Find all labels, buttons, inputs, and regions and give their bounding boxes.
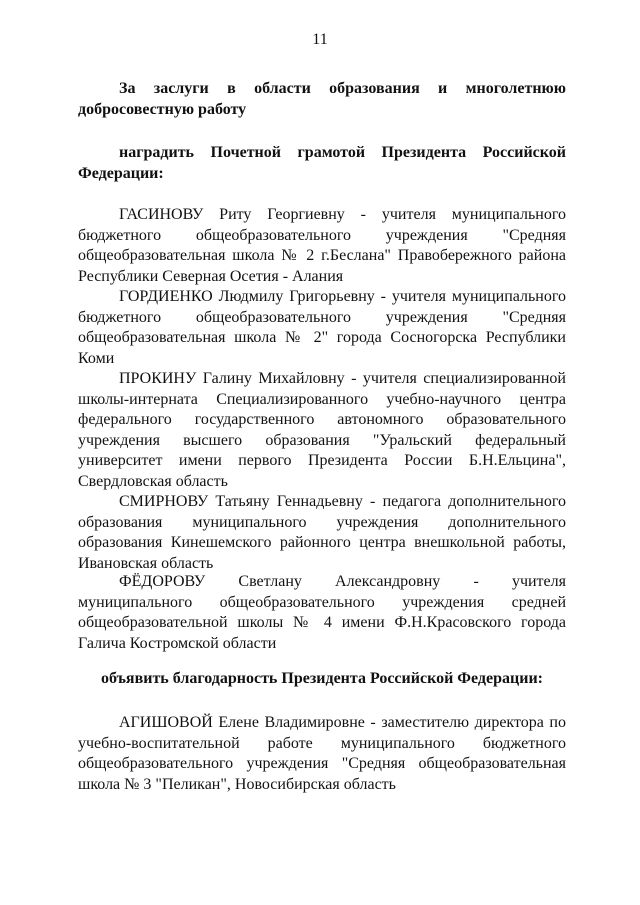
awardee-paragraph: ФЁДОРОВУ Светлану Александровну - учителя муниципального общеобразовательного учреждения средней общеобразовательной школы № 4 имени Ф.Н.Красовского города Галича Костромской области (78, 573, 566, 652)
awardee-paragraph: СМИРНОВУ Татьяну Геннадьевну - педагога дополнительного образования муниципального учреждения дополнительного образования Кинешемского районного центра внешкольной работы, Ивановская область (78, 493, 566, 572)
page-number: 11 (312, 31, 328, 48)
awardee-paragraph: ГАСИНОВУ Риту Георгиевну - учителя муниципального бюджетного общеобразовательного учреждения "Средняя общеобразовательная школа № 2 г.Беслана" Правобережного района Республики Северная Осетия - Алания (78, 206, 566, 285)
merit-heading: За заслуги в области образования и многолетнюю добросовестную работу (78, 80, 566, 118)
gratitude-paragraph: АГИШОВОЙ Елене Владимировне - заместителю директора по учебно-воспитательной работе муниципального бюджетного общеобразовательного учреждения "Средняя общеобразовательная школа № 3 "Пеликан", Новосибирская область (78, 714, 566, 793)
awardee-paragraph: ПРОКИНУ Галину Михайловну - учителя специализированной школы-интерната Специализированного учебно-научного центра федерального государственного автономного образовательного учреждения высшего образования "Уральский федеральный университет имени первого Президента России Б.Н.Ельцина", Свердловская область (78, 370, 566, 490)
award-heading: наградить Почетной грамотой Президента Российской Федерации: (78, 144, 566, 182)
awardee-paragraph: ГОРДИЕНКО Людмилу Григорьевну - учителя муниципального бюджетного общеобразовательного учреждения "Средняя общеобразовательная школа № 2" города Сосногорска Республики Коми (78, 288, 566, 367)
gratitude-heading: объявить благодарность Президента Российской Федерации: (101, 670, 543, 687)
